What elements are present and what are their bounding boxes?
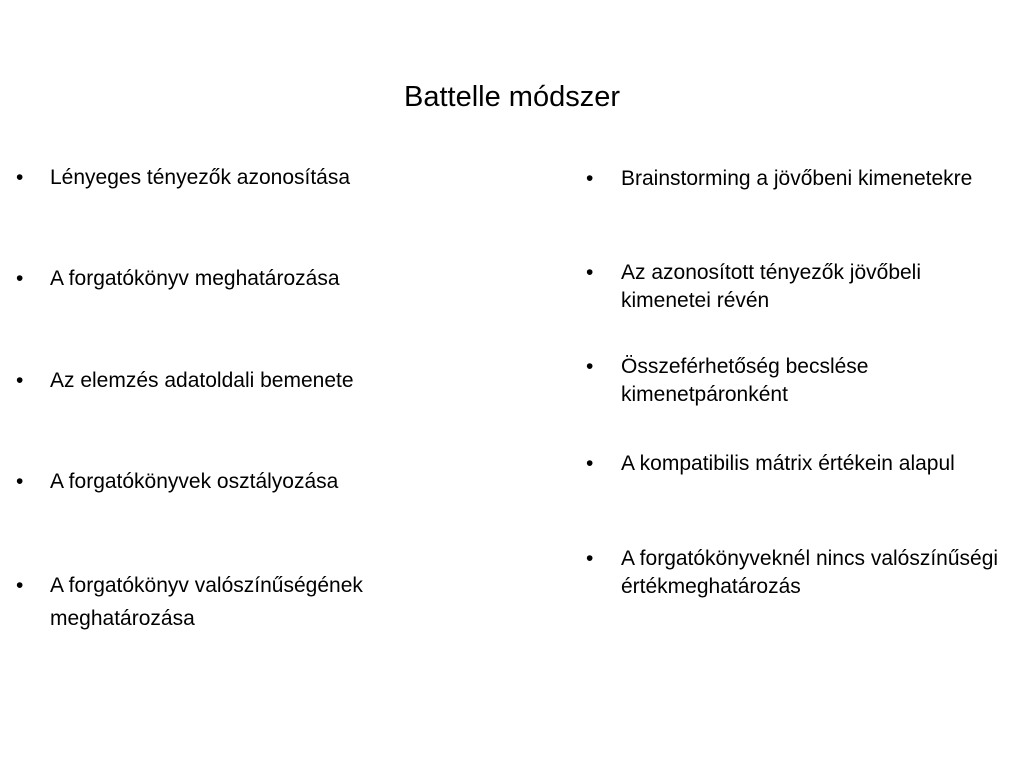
bullet-icon: • [586, 547, 594, 570]
left-item-text: A forgatókönyvek osztályozása [50, 470, 339, 493]
bullet-icon: • [586, 355, 594, 378]
left-list-item [16, 266, 516, 292]
left-list-item [16, 469, 516, 495]
right-item-text: Az azonosított tényezők jövőbeli kimenetei révén [621, 261, 922, 312]
right-list-item [586, 545, 1016, 601]
bullet-icon: • [16, 369, 24, 392]
left-list-item [16, 368, 516, 394]
bullet-icon: • [16, 470, 24, 493]
left-item-text: Az elemzés adatoldali bemenete [50, 369, 354, 392]
right-list-item [586, 353, 1016, 409]
bullet-icon: • [586, 167, 594, 190]
right-item-text: Összeférhetőség becslése kimenetpáronként [621, 355, 869, 406]
left-list-item [16, 569, 456, 635]
right-item-text: Brainstorming a jövőbeni kimenetekre [621, 167, 973, 190]
left-item-text: A forgatókönyv valószínűségének meghatározása [50, 574, 363, 630]
right-item-text: A forgatókönyveknél nincs valószínűségi értékmeghatározás [621, 547, 999, 598]
right-item-text: A kompatibilis mátrix értékein alapul [621, 452, 955, 475]
bullet-icon: • [586, 452, 594, 475]
bullet-icon: • [16, 267, 24, 290]
right-list-item [586, 450, 1016, 478]
bullet-icon: • [16, 574, 24, 597]
slide-title: Battelle módszer [404, 81, 620, 113]
left-item-text: Lényeges tényezők azonosítása [50, 166, 351, 189]
bullet-icon: • [16, 166, 24, 189]
bullet-icon: • [586, 261, 594, 284]
right-list-item [586, 259, 1016, 315]
left-list-item [16, 165, 516, 191]
right-list-item [586, 165, 1016, 193]
left-item-text: A forgatókönyv meghatározása [50, 267, 340, 290]
